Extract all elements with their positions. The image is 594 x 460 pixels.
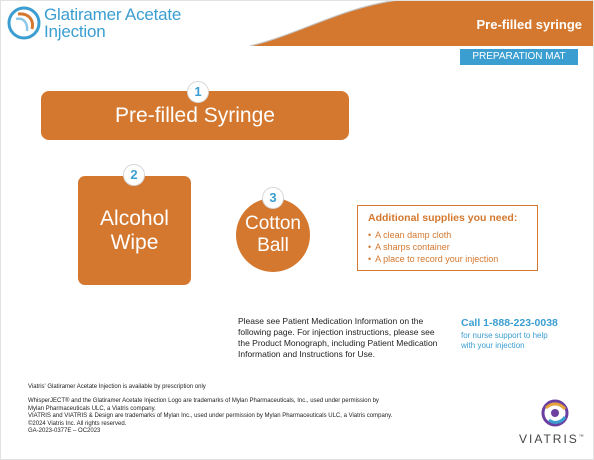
- supply-item: • A clean damp cloth: [368, 229, 537, 241]
- supply-item: • A place to record your injection: [368, 253, 537, 265]
- brand-name: Glatiramer Acetate Injection: [44, 5, 182, 41]
- supply-item: • A sharps container: [368, 241, 537, 253]
- step-badge-2: 2: [123, 164, 145, 186]
- support-phone-description: for nurse support to help with your injection: [461, 331, 548, 350]
- supplies-title: Additional supplies you need:: [368, 212, 518, 224]
- patient-information-note: Please see Patient Medication Information on the following page. For injection instructions, please see the Product Monograph, including Patient Medication Information and Instructions for Use.: [238, 316, 438, 359]
- page-title: Pre-filled syringe: [476, 17, 582, 32]
- legal-line: ©2024 Viatris Inc. All rights reserved.: [28, 420, 127, 427]
- page-subtitle: PREPARATION MAT: [460, 49, 578, 65]
- wipe-label-line2: Wipe: [110, 230, 159, 254]
- viatris-logo-icon: [540, 398, 570, 428]
- step-badge-3: 3: [262, 187, 284, 209]
- support-phone-number[interactable]: Call 1-888-223-0038: [461, 317, 558, 329]
- supplies-list: [368, 229, 537, 265]
- ball-label-line2: Ball: [257, 235, 289, 256]
- glatiramer-logo-icon: [6, 5, 42, 41]
- step-badge-1: 1: [187, 81, 209, 103]
- syringe-placement-area: Pre-filled Syringe: [41, 91, 349, 140]
- cotton-ball-placement-area: [236, 198, 310, 272]
- wipe-placement-area: [78, 176, 191, 285]
- company-name: VIATRIS™: [519, 432, 584, 446]
- availability-note: Viatris' Glatiramer Acetate Injection is available by prescription only: [28, 384, 206, 390]
- wipe-label-line1: Alcohol: [100, 206, 169, 230]
- additional-supplies-box: [357, 205, 538, 271]
- legal-line: Mylan Pharmaceuticals ULC, a Viatris company.: [28, 405, 156, 412]
- legal-line: WhisperJECT® and the Glatiramer Acetate Injection Logo are trademarks of Mylan Pharmaceuticals, Inc., used under permission by: [28, 398, 379, 404]
- legal-notice: [28, 398, 458, 436]
- legal-line: VIATRIS and VIATRIS & Design are trademarks of Mylan Inc., used under permission by Mylan Pharmaceuticals ULC, a Viatris company.: [28, 413, 393, 420]
- legal-line: GA-2023-0377E – OC2023: [28, 428, 101, 435]
- ball-label-line1: Cotton: [245, 213, 301, 234]
